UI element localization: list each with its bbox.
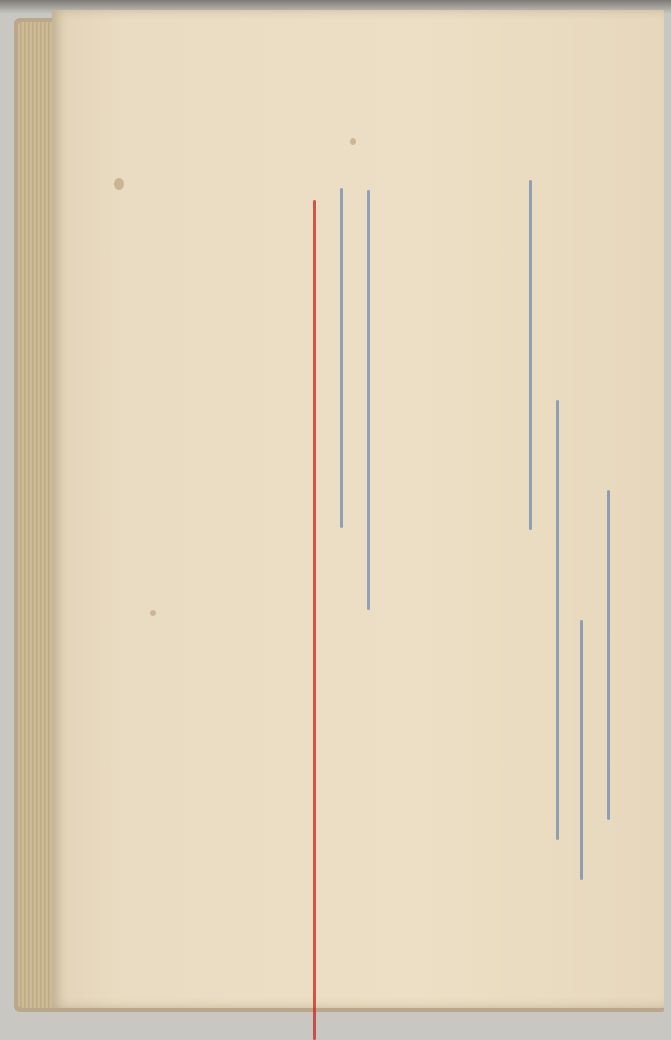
red-pencil-underline [313, 200, 316, 1040]
book-page [52, 10, 664, 1008]
blue-pencil-underline [367, 190, 370, 610]
paper-stain [150, 610, 156, 616]
blue-pencil-underline [607, 490, 610, 820]
blue-pencil-underline [529, 180, 532, 530]
paper-stain [114, 178, 124, 190]
paper-stain [350, 138, 356, 145]
blue-pencil-underline [340, 188, 343, 528]
blue-pencil-underline [580, 620, 583, 880]
blue-pencil-underline [556, 400, 559, 840]
